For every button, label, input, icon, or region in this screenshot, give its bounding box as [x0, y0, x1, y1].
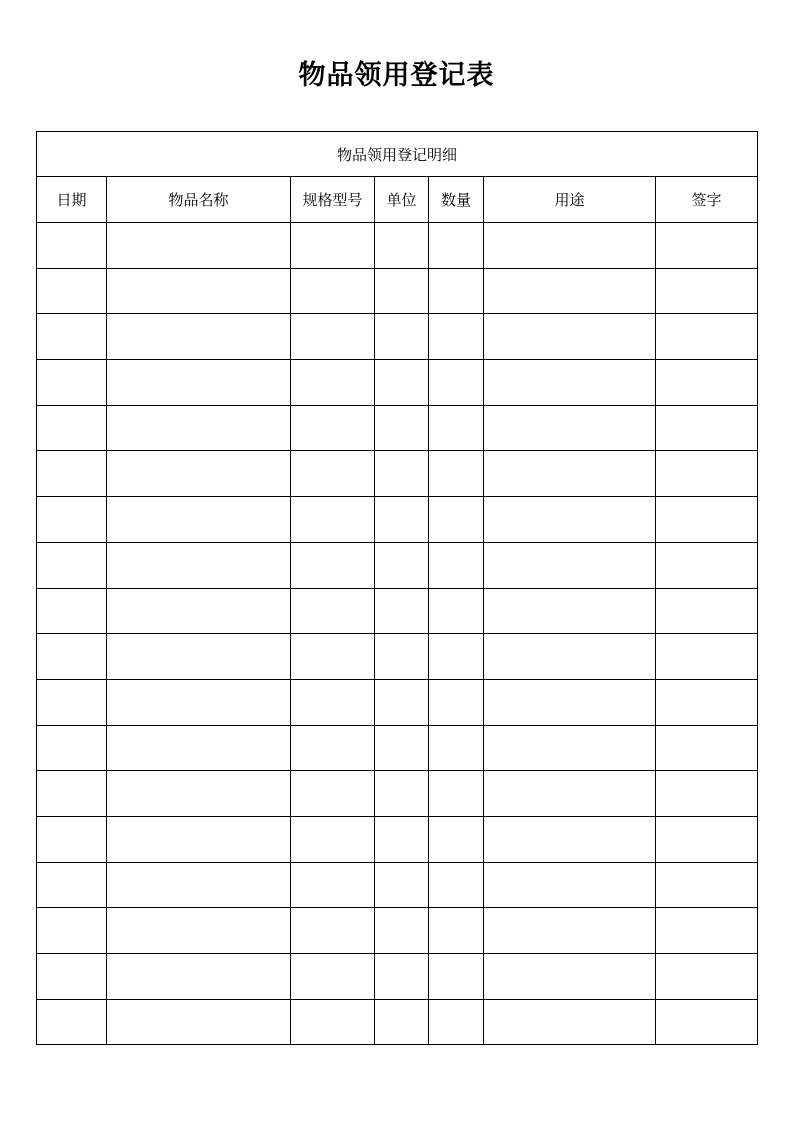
unit-cell — [375, 497, 429, 543]
date-cell — [37, 679, 107, 725]
date-cell — [37, 451, 107, 497]
column-header-signature: 签字 — [656, 177, 758, 223]
signature-cell — [656, 725, 758, 771]
table-row — [37, 314, 758, 360]
column-header-quantity: 数量 — [429, 177, 484, 223]
spec-model-cell — [291, 999, 375, 1045]
unit-cell — [375, 405, 429, 451]
table-row — [37, 497, 758, 543]
table-row — [37, 954, 758, 1000]
quantity-cell — [429, 954, 484, 1000]
table-row — [37, 360, 758, 406]
signature-cell — [656, 954, 758, 1000]
purpose-cell — [484, 497, 656, 543]
table-row — [37, 223, 758, 269]
quantity-cell — [429, 725, 484, 771]
date-cell — [37, 497, 107, 543]
item-name-cell — [107, 542, 291, 588]
item-name-cell — [107, 679, 291, 725]
purpose-cell — [484, 954, 656, 1000]
spec-model-cell — [291, 908, 375, 954]
table-row — [37, 679, 758, 725]
unit-cell — [375, 771, 429, 817]
signature-cell — [656, 451, 758, 497]
item-name-cell — [107, 314, 291, 360]
item-name-cell — [107, 497, 291, 543]
unit-cell — [375, 908, 429, 954]
purpose-cell — [484, 999, 656, 1045]
unit-cell — [375, 223, 429, 269]
table-row — [37, 634, 758, 680]
date-cell — [37, 223, 107, 269]
column-header-spec-model: 规格型号 — [291, 177, 375, 223]
table-row — [37, 405, 758, 451]
item-name-cell — [107, 862, 291, 908]
unit-cell — [375, 862, 429, 908]
purpose-cell — [484, 405, 656, 451]
date-cell — [37, 268, 107, 314]
item-name-cell — [107, 908, 291, 954]
column-header-row — [37, 177, 758, 223]
signature-cell — [656, 634, 758, 680]
unit-cell — [375, 679, 429, 725]
signature-cell — [656, 268, 758, 314]
unit-cell — [375, 954, 429, 1000]
column-header-unit: 单位 — [375, 177, 429, 223]
spec-model-cell — [291, 542, 375, 588]
quantity-cell — [429, 542, 484, 588]
date-cell — [37, 314, 107, 360]
spec-model-cell — [291, 634, 375, 680]
unit-cell — [375, 451, 429, 497]
spec-model-cell — [291, 588, 375, 634]
quantity-cell — [429, 451, 484, 497]
unit-cell — [375, 634, 429, 680]
quantity-cell — [429, 634, 484, 680]
table-row — [37, 268, 758, 314]
purpose-cell — [484, 862, 656, 908]
quantity-cell — [429, 314, 484, 360]
purpose-cell — [484, 451, 656, 497]
date-cell — [37, 816, 107, 862]
date-cell — [37, 908, 107, 954]
purpose-cell — [484, 588, 656, 634]
signature-cell — [656, 771, 758, 817]
date-cell — [37, 634, 107, 680]
signature-cell — [656, 908, 758, 954]
spec-model-cell — [291, 314, 375, 360]
item-name-cell — [107, 451, 291, 497]
quantity-cell — [429, 771, 484, 817]
item-name-cell — [107, 816, 291, 862]
signature-cell — [656, 588, 758, 634]
signature-cell — [656, 314, 758, 360]
spec-model-cell — [291, 862, 375, 908]
purpose-cell — [484, 816, 656, 862]
signature-cell — [656, 542, 758, 588]
quantity-cell — [429, 862, 484, 908]
register-table — [36, 131, 758, 1045]
item-name-cell — [107, 999, 291, 1045]
spec-model-cell — [291, 497, 375, 543]
quantity-cell — [429, 679, 484, 725]
unit-cell — [375, 542, 429, 588]
item-name-cell — [107, 223, 291, 269]
purpose-cell — [484, 634, 656, 680]
quantity-cell — [429, 360, 484, 406]
table-row — [37, 862, 758, 908]
quantity-cell — [429, 405, 484, 451]
signature-cell — [656, 816, 758, 862]
date-cell — [37, 862, 107, 908]
item-name-cell — [107, 360, 291, 406]
date-cell — [37, 360, 107, 406]
date-cell — [37, 954, 107, 1000]
table-caption: 物品领用登记明细 — [37, 132, 758, 177]
quantity-cell — [429, 268, 484, 314]
unit-cell — [375, 816, 429, 862]
quantity-cell — [429, 588, 484, 634]
date-cell — [37, 542, 107, 588]
unit-cell — [375, 360, 429, 406]
spec-model-cell — [291, 223, 375, 269]
date-cell — [37, 771, 107, 817]
table-row — [37, 771, 758, 817]
purpose-cell — [484, 725, 656, 771]
quantity-cell — [429, 816, 484, 862]
spec-model-cell — [291, 816, 375, 862]
signature-cell — [656, 223, 758, 269]
item-name-cell — [107, 725, 291, 771]
spec-model-cell — [291, 451, 375, 497]
column-header-date: 日期 — [37, 177, 107, 223]
purpose-cell — [484, 542, 656, 588]
purpose-cell — [484, 360, 656, 406]
item-name-cell — [107, 771, 291, 817]
spec-model-cell — [291, 725, 375, 771]
date-cell — [37, 999, 107, 1045]
date-cell — [37, 405, 107, 451]
unit-cell — [375, 588, 429, 634]
spec-model-cell — [291, 268, 375, 314]
item-name-cell — [107, 405, 291, 451]
purpose-cell — [484, 314, 656, 360]
page-title: 物品领用登记表 — [298, 60, 495, 91]
table-row — [37, 908, 758, 954]
spec-model-cell — [291, 954, 375, 1000]
table-row — [37, 542, 758, 588]
table-row — [37, 725, 758, 771]
signature-cell — [656, 999, 758, 1045]
purpose-cell — [484, 223, 656, 269]
column-header-item-name: 物品名称 — [107, 177, 291, 223]
column-header-purpose: 用途 — [484, 177, 656, 223]
signature-cell — [656, 862, 758, 908]
unit-cell — [375, 268, 429, 314]
purpose-cell — [484, 268, 656, 314]
date-cell — [37, 588, 107, 634]
spec-model-cell — [291, 679, 375, 725]
table-row — [37, 816, 758, 862]
spec-model-cell — [291, 360, 375, 406]
purpose-cell — [484, 908, 656, 954]
unit-cell — [375, 314, 429, 360]
purpose-cell — [484, 771, 656, 817]
quantity-cell — [429, 497, 484, 543]
unit-cell — [375, 999, 429, 1045]
item-name-cell — [107, 588, 291, 634]
quantity-cell — [429, 908, 484, 954]
item-name-cell — [107, 268, 291, 314]
table-row — [37, 999, 758, 1045]
table-body — [37, 223, 758, 1045]
signature-cell — [656, 679, 758, 725]
signature-cell — [656, 360, 758, 406]
table-row — [37, 451, 758, 497]
item-name-cell — [107, 954, 291, 1000]
signature-cell — [656, 405, 758, 451]
table-row — [37, 588, 758, 634]
signature-cell — [656, 497, 758, 543]
spec-model-cell — [291, 405, 375, 451]
item-name-cell — [107, 634, 291, 680]
quantity-cell — [429, 223, 484, 269]
spec-model-cell — [291, 771, 375, 817]
date-cell — [37, 725, 107, 771]
quantity-cell — [429, 999, 484, 1045]
unit-cell — [375, 725, 429, 771]
purpose-cell — [484, 679, 656, 725]
